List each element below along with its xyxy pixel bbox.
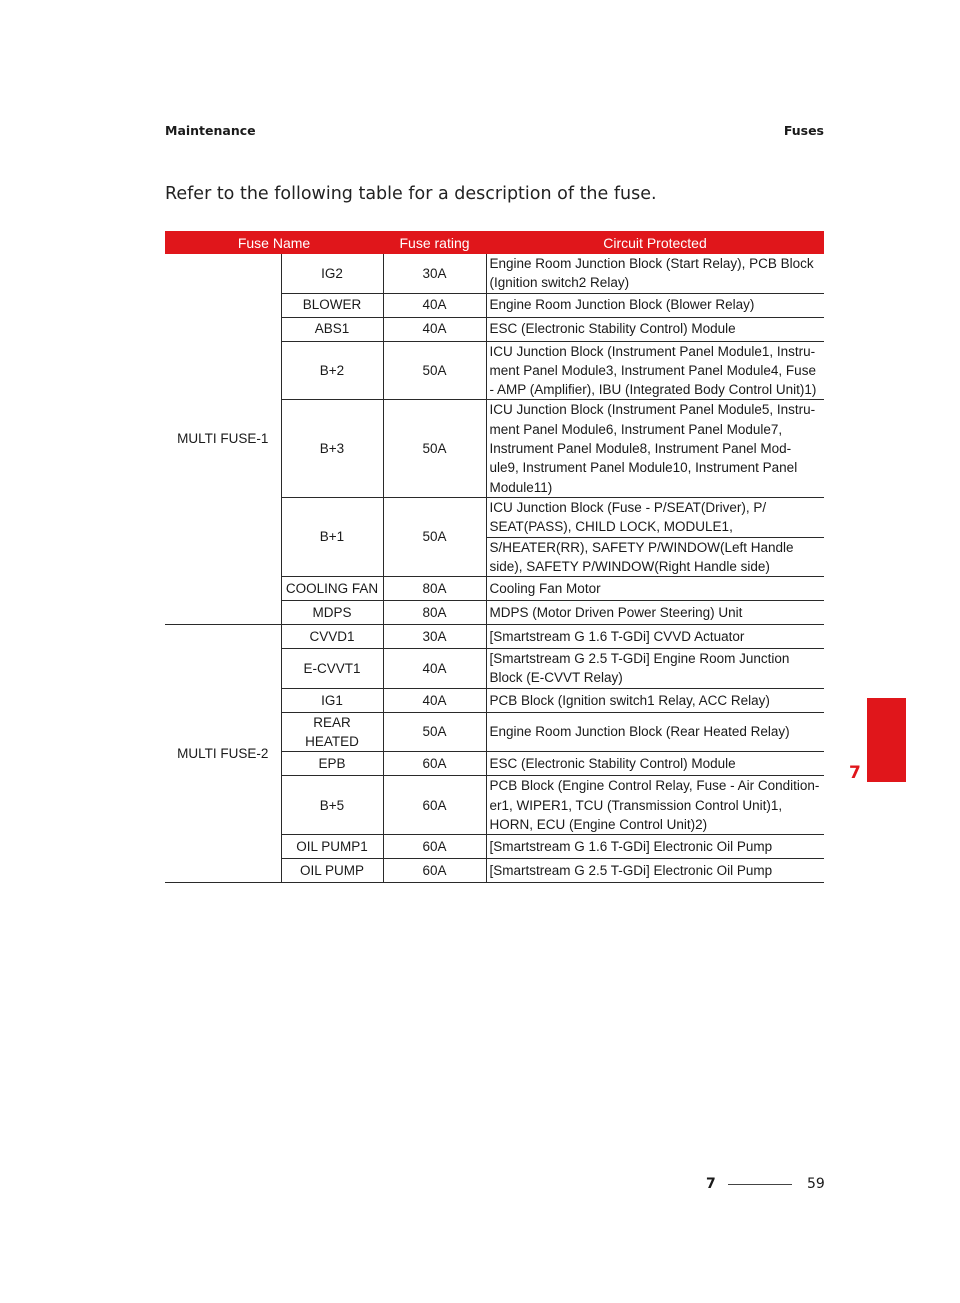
fuse-name-cell: COOLING FAN xyxy=(281,577,383,601)
fuse-name-cell: EPB xyxy=(281,752,383,776)
fuse-rating-cell: 50A xyxy=(383,497,486,576)
circuit-cell: Engine Room Junction Block (Rear Heated Relay) xyxy=(486,712,824,752)
fuse-rating-cell: 50A xyxy=(383,712,486,752)
fuse-name-cell: E-CVVT1 xyxy=(281,649,383,689)
fuse-rating-cell: 40A xyxy=(383,649,486,689)
footer-divider xyxy=(728,1184,792,1185)
circuit-cell: Engine Room Junction Block (Blower Relay) xyxy=(486,293,824,317)
table-row xyxy=(165,254,824,293)
footer-page-number: 59 xyxy=(807,1176,825,1192)
fuse-rating-cell: 30A xyxy=(383,625,486,649)
fuse-rating-cell: 60A xyxy=(383,776,486,835)
circuit-cell: ICU Junction Block (Instrument Panel Module1, Instru-ment Panel Module3, Instrument Panel Module4, Fuse - AMP (Amplifier), IBU (Integrated Body Control Unit)1) xyxy=(486,341,824,400)
fuse-rating-cell: 80A xyxy=(383,601,486,625)
fuse-name-cell: OIL PUMP xyxy=(281,859,383,883)
circuit-cell: PCB Block (Ignition switch1 Relay, ACC Relay) xyxy=(486,688,824,712)
group-name: MULTI FUSE-2 xyxy=(165,625,281,883)
circuit-cell: ICU Junction Block (Instrument Panel Module5, Instru-ment Panel Module6, Instrument Panel Module7, Instrument Panel Module8, Instrument Panel Mod-ule9, Instrument Panel Module10, Instrument Panel Module11) xyxy=(486,400,824,497)
fuse-rating-cell: 30A xyxy=(383,254,486,293)
header-section-title: Maintenance xyxy=(165,123,256,138)
fuse-rating-cell: 60A xyxy=(383,835,486,859)
circuit-cell: [Smartstream G 1.6 T-GDi] Electronic Oil Pump xyxy=(486,835,824,859)
chapter-tab-number: 7 xyxy=(849,763,861,783)
circuit-cell: Cooling Fan Motor xyxy=(486,577,824,601)
footer-chapter-number: 7 xyxy=(706,1176,716,1192)
circuit-cell: [Smartstream G 2.5 T-GDi] Electronic Oil Pump xyxy=(486,859,824,883)
circuit-cell: ESC (Electronic Stability Control) Module xyxy=(486,317,824,341)
table-row xyxy=(165,625,824,649)
col-header-circuit-protected: Circuit Protected xyxy=(486,231,824,254)
fuse-rating-cell: 50A xyxy=(383,341,486,400)
intro-text: Refer to the following table for a description of the fuse. xyxy=(165,184,657,204)
fuse-name-cell: REAR HEATED xyxy=(281,712,383,752)
group-name: MULTI FUSE-1 xyxy=(165,254,281,625)
fuse-name-cell: B+5 xyxy=(281,776,383,835)
circuit-cell: ICU Junction Block (Fuse - P/SEAT(Driver), P/ SEAT(PASS), CHILD LOCK, MODULE1, xyxy=(486,497,824,537)
fuse-rating-cell: 60A xyxy=(383,752,486,776)
circuit-cell: Engine Room Junction Block (Start Relay), PCB Block (Ignition switch2 Relay) xyxy=(486,254,824,293)
fuse-rating-cell: 40A xyxy=(383,688,486,712)
header-topic-title: Fuses xyxy=(783,123,824,138)
circuit-cell-continued: S/HEATER(RR), SAFETY P/WINDOW(Left Handle side), SAFETY P/WINDOW(Right Handle side) xyxy=(486,537,824,577)
fuse-name-cell: IG1 xyxy=(281,688,383,712)
circuit-cell: [Smartstream G 2.5 T-GDi] Engine Room Junction Block (E-CVVT Relay) xyxy=(486,649,824,689)
col-header-fuse-rating: Fuse rating xyxy=(383,231,486,254)
fuse-rating-cell: 40A xyxy=(383,293,486,317)
circuit-cell: PCB Block (Engine Control Relay, Fuse - Air Condition-er1, WIPER1, TCU (Transmission Control Unit)1, HORN, ECU (Engine Control Unit)2) xyxy=(486,776,824,835)
circuit-cell: ESC (Electronic Stability Control) Module xyxy=(486,752,824,776)
fuse-name-cell: B+1 xyxy=(281,497,383,576)
fuse-name-cell: BLOWER xyxy=(281,293,383,317)
fuse-name-cell: IG2 xyxy=(281,254,383,293)
fuse-rating-cell: 60A xyxy=(383,859,486,883)
fuse-name-cell: B+3 xyxy=(281,400,383,497)
fuse-name-cell: B+2 xyxy=(281,341,383,400)
circuit-cell: [Smartstream G 1.6 T-GDi] CVVD Actuator xyxy=(486,625,824,649)
col-header-fuse-name: Fuse Name xyxy=(165,231,383,254)
fuse-name-cell: OIL PUMP1 xyxy=(281,835,383,859)
fuse-name-cell: MDPS xyxy=(281,601,383,625)
fuse-rating-cell: 40A xyxy=(383,317,486,341)
table-header-row xyxy=(165,231,824,254)
fuse-table xyxy=(165,231,824,883)
circuit-cell: MDPS (Motor Driven Power Steering) Unit xyxy=(486,601,824,625)
fuse-rating-cell: 80A xyxy=(383,577,486,601)
chapter-side-tab xyxy=(867,698,906,782)
fuse-name-cell: CVVD1 xyxy=(281,625,383,649)
fuse-name-cell: ABS1 xyxy=(281,317,383,341)
fuse-rating-cell: 50A xyxy=(383,400,486,497)
